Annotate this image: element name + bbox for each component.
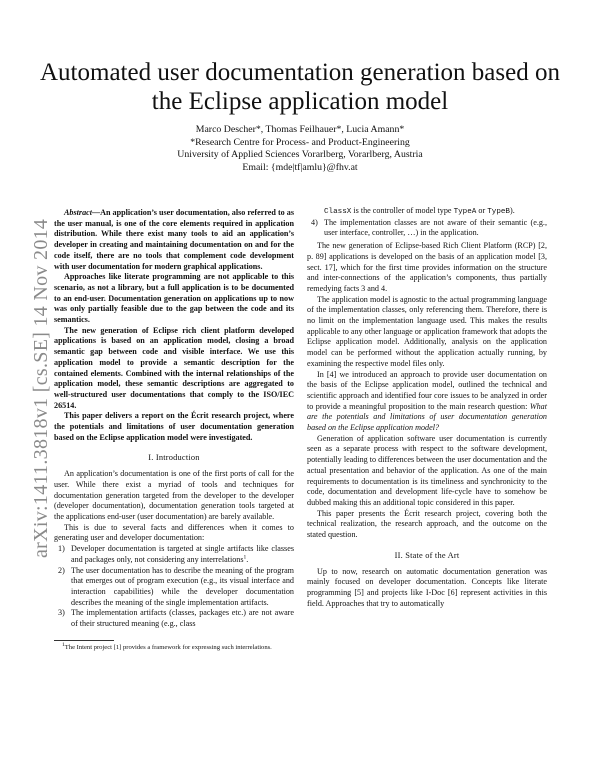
footnote-marker: 1: [243, 554, 247, 561]
paper-title: Automated user documentation generation based on the Eclipse application model: [40, 59, 560, 115]
intro-list: [54, 544, 294, 630]
intro-paragraph-5: In [4] we introduced an approach to provide user documentation on the basis of the Eclipse application model, outlined the technical and scientific approach and identified four core issues to be analyzed in order to provide a meaningful proposition to the main research question: What are the potentials and limitations of user documentation generation based on the Eclipse application model?: [307, 369, 547, 433]
state-of-art-paragraph-1: Up to now, research on automatic documentation generation was mainly focused on developer documentation. Concepts like literate programming [5] and projects like I-Doc [6] represent activities in this field. Approaches that try to automatically: [307, 566, 547, 608]
list-item: 3) The implementation artifacts (classes, packages etc.) are not aware of their structured meaning (e.g., class: [58, 608, 294, 629]
right-column: [307, 206, 547, 609]
intro-list-continued: [307, 218, 547, 239]
list-item-3-continuation: ClassX is the controller of model type TypeA or TypeB).: [324, 206, 515, 216]
left-column: [54, 208, 294, 652]
author-block: [100, 124, 500, 174]
footnote: $^1$The Intent project [1] provides a framework for expressing such interrelations.: [62, 641, 272, 651]
abstract-paragraph-4: This paper delivers a report on the Écrit research project, where the potentials and limitations of user documentation generation based on the Eclipse application model were investigated.: [54, 411, 294, 442]
intro-paragraph-2: This is due to several facts and differences when it comes to generating user and developer documentation:: [54, 522, 294, 543]
abstract-label: Abstract: [64, 208, 92, 217]
intro-paragraph-7: This paper presents the Écrit research project, covering both the technical realization, the research approach, and the outcome on the stated question.: [307, 508, 547, 540]
abstract: [54, 208, 294, 443]
abstract-paragraph-1: Abstract—An application’s user documentation, also referred to as the user manual, is one of the core elements required in application distribution. While there exist many tools to aid an application’s developer in creating and maintaining documentation on and for the code itself, there are no tools that complement code development with user documentation for modern graphical applications.: [54, 208, 294, 271]
list-item: 4) The implementation classes are not aware of their semantic (e.g., user interface, controller, …) in the application.: [311, 217, 547, 238]
affiliation-line-1: *Research Centre for Process- and Product-Engineering: [190, 136, 410, 148]
intro-paragraph-6: Generation of application software user documentation is currently seen as a separate process with respect to the software development, potentially leading to differences between the user documentation and the actual presentation and behavior of the application. As one of the main requirements to documentation is its timeliness and synchronicity to the code, documentation and development life-cycle have to somehow be dubbed making this an additional topic considered in this paper.: [307, 433, 547, 507]
affiliation-line-2: University of Applied Sciences Vorarlberg, Vorarlberg, Austria: [177, 149, 423, 160]
intro-paragraph-4: The application model is agnostic to the actual programming language of the implementation classes, only referencing them. Therefore, there is no limit on the implementation language used. This makes the results applicable to any other language or application framework that adopts the Eclipse application model. Additionally, analysis on the application model can be performed without the application actually running, by examining the respective model files only.: [307, 294, 547, 368]
abstract-paragraph-3: The new generation of Eclipse rich client platform developed applications is based on an application model, closing a broad semantic gap between code and visible interface. We use this application model to provide a semantic description for the contained elements. Combined with the internal relationships of the application model, these semantic descriptions are aggregated to well-structured user documentations that comply to the ISO/IEC 26514.: [54, 325, 294, 410]
authors: Marco Descher*, Thomas Feilhauer*, Lucia Amann*: [195, 124, 405, 135]
section-heading-introduction: I. Introduction: [148, 453, 200, 463]
list-item: 1) Developer documentation is targeted at single artifacts like classes and packages only, not considering any interrelations$^1$.: [58, 544, 294, 564]
intro-paragraph-3: The new generation of Eclipse-based Rich Client Platform (RCP) [2, p. 89] applications is developed on the basis of an application model [3, sect. 17], which for the first time provides information on the structure and inter-connections of the application’s components, thus partially remedying facts 3 and 4.: [307, 241, 547, 293]
research-question: What are the potentials and limitations of user documentation generation based on the Eclipse application model?: [307, 401, 547, 433]
section-heading-state-of-the-art: II. State of the Art: [394, 550, 460, 560]
intro-paragraph-1: An application’s documentation is one of the first ports of call for the user. While there exist a myriad of tools and techniques for documentation generation targeted from the developer to the developer (developer documentation), documentation generation tools targeted at the applications end-user (user documentation) are barely available.: [54, 469, 294, 521]
abstract-paragraph-2: Approaches like literate programming are not applicable to this scenario, as not a library, but a full application is to be documented to an end-user. Documentation generation on applications up to now was only partially feasible due to the gap between the code and its semantics.: [54, 272, 294, 325]
email: Email: {mde|tf|amlu}@fhv.at: [242, 161, 358, 173]
list-item: 2) The user documentation has to describe the meaning of the program that emerges out of program execution (e.g., its visual interface and interaction capabilities) while the developer documentation describes the meaning of the single implementation artifacts.: [58, 565, 294, 607]
arxiv-identifier: arXiv:1411.3818v1 [cs.SE] 14 Nov 2014: [30, 218, 52, 558]
